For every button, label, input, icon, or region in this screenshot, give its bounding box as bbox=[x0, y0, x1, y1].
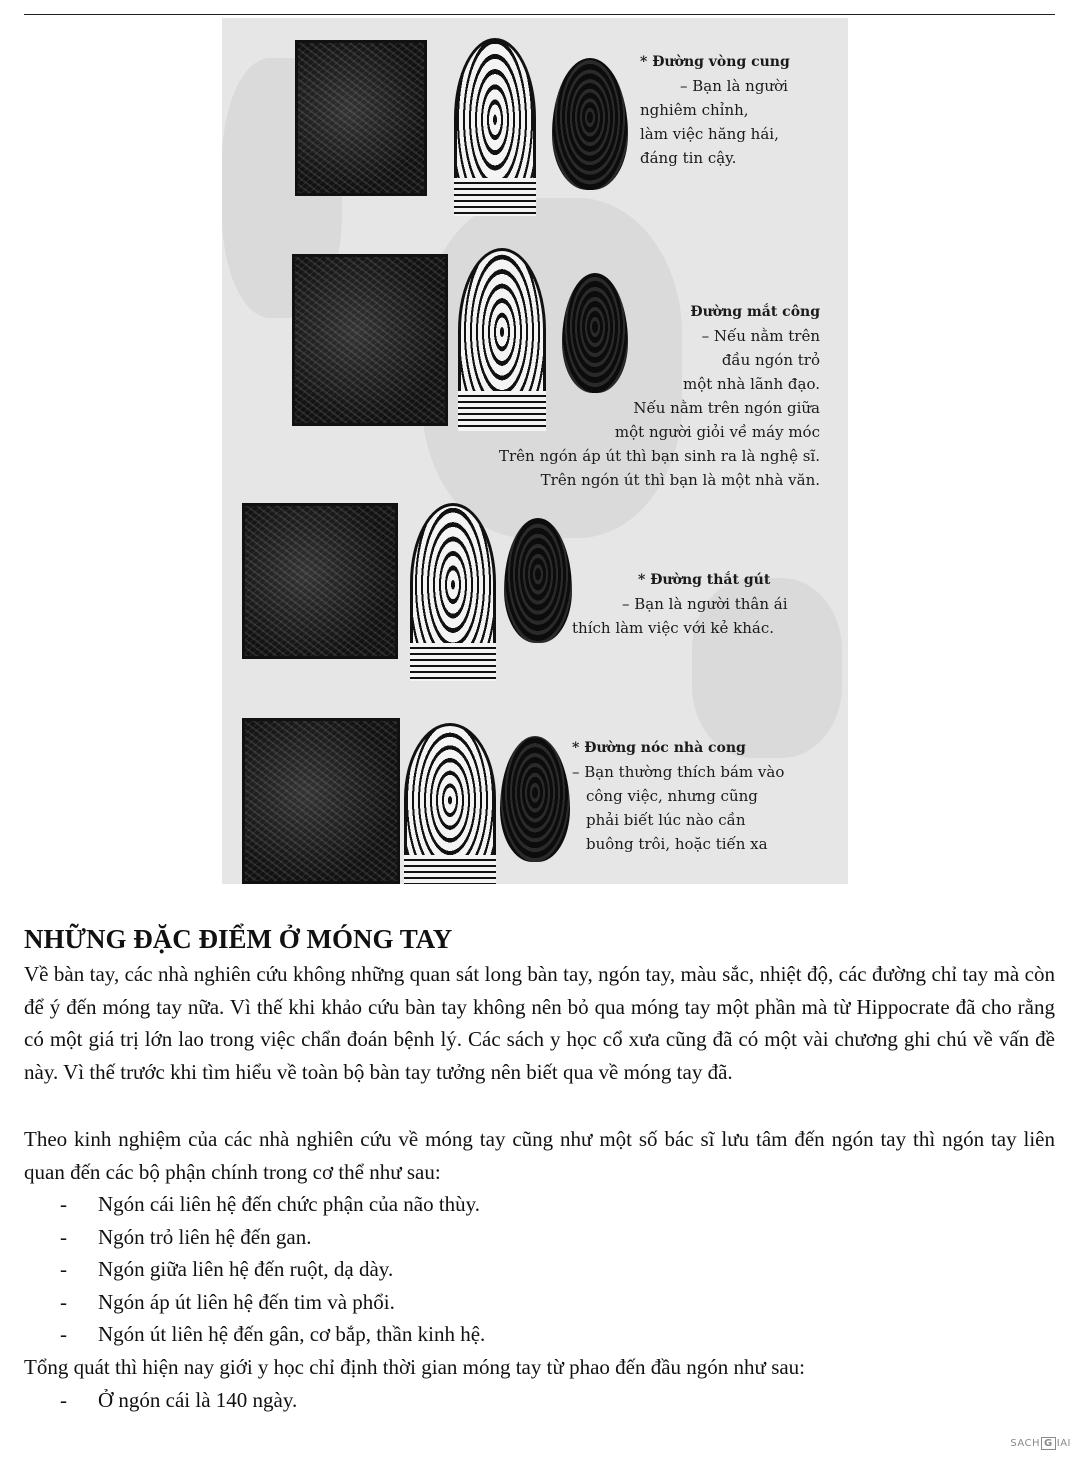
caption-curved-roof-line: phải biết lúc nào cần bbox=[586, 811, 746, 829]
caption-curved-roof-title: * Đường nóc nhà cong bbox=[572, 740, 746, 756]
curved-roof-finger-drawing bbox=[404, 723, 496, 884]
arch-finger-drawing bbox=[454, 38, 536, 216]
list-item bbox=[24, 1188, 485, 1221]
caption-arch-title: * Đường vòng cung bbox=[640, 54, 790, 70]
curved-roof-ink-print bbox=[500, 736, 570, 862]
finger-organ-list bbox=[24, 1188, 485, 1351]
list-bullet: - bbox=[60, 1192, 67, 1216]
list-item bbox=[24, 1384, 297, 1417]
caption-loop-title: * Đường thắt gút bbox=[638, 572, 771, 588]
caption-peacock-eye-line: đầu ngón trỏ bbox=[721, 351, 820, 369]
caption-curved-roof-line: buông trôi, hoặc tiến xa bbox=[586, 835, 768, 853]
caption-peacock-eye-line: Trên ngón út thì bạn là một nhà văn. bbox=[540, 471, 820, 489]
caption-arch bbox=[640, 50, 790, 170]
site-watermark bbox=[1010, 1437, 1071, 1450]
caption-loop-line: thích làm việc với kẻ khác. bbox=[572, 619, 775, 637]
caption-peacock-eye-line: Nếu nằm trên ngón giữa bbox=[633, 399, 820, 417]
loop-print-square bbox=[242, 503, 398, 659]
caption-curved-roof-line: – Bạn thường thích bám vào bbox=[572, 763, 785, 781]
caption-curved-roof-line: công việc, nhưng cũng bbox=[586, 787, 758, 805]
caption-arch-line: nghiêm chỉnh, bbox=[640, 101, 749, 119]
arch-print-square bbox=[295, 40, 427, 196]
list-item bbox=[24, 1221, 485, 1254]
top-rule bbox=[24, 14, 1055, 15]
fingerprint-figure bbox=[222, 18, 848, 884]
caption-peacock-eye-line: một nhà lãnh đạo. bbox=[683, 375, 820, 393]
list-item-text: Ngón cái liên hệ đến chức phận của não thùy. bbox=[98, 1192, 481, 1216]
section-title: NHỮNG ĐẶC ĐIỂM Ở MÓNG TAY bbox=[24, 924, 453, 954]
loop-finger-drawing bbox=[410, 503, 496, 681]
caption-peacock-eye-line: một người giỏi về máy móc bbox=[614, 423, 820, 441]
nail-growth-list bbox=[24, 1384, 297, 1417]
list-bullet: - bbox=[60, 1289, 67, 1314]
watermark-text: SACH bbox=[1010, 1438, 1041, 1449]
caption-curved-roof bbox=[572, 736, 784, 856]
caption-loop-line: – Bạn là người thân ái bbox=[622, 595, 788, 613]
paragraph-intro: Về bàn tay, các nhà nghiên cứu không những quan sát long bàn tay, ngón tay, màu sắc, nhiệt độ, các đường chỉ tay mà còn để ý đến móng tay nữa. Vì thế khi khảo cứu bàn tay không nên bỏ qua móng tay một phần mà từ Hippocrate đã cho rằng có một giá trị lớn lao trong việc chẩn đoán bệnh lý. Các sách y học cổ xưa cũng đã có một vài chương ghi chú về vấn đề này. Vì thế trước khi tìm hiểu về toàn bộ bàn tay tưởng nên biết qua về móng tay đã. bbox=[24, 962, 1055, 1084]
caption-peacock-eye-line: Trên ngón áp út thì bạn sinh ra là nghệ sĩ. bbox=[498, 447, 820, 465]
list-item-text: Ngón út liên hệ đến gân, cơ bắp, thần kinh hệ. bbox=[98, 1322, 486, 1346]
list-item bbox=[24, 1286, 485, 1319]
caption-arch-line: làm việc hăng hái, bbox=[640, 125, 779, 143]
list-item bbox=[24, 1253, 485, 1286]
paragraph-experience: Theo kinh nghiệm của các nhà nghiên cứu về móng tay cũng như một số bác sĩ lưu tâm đến ngón tay thì ngón tay liên quan đến các bộ phận chính trong cơ thể như sau: bbox=[24, 1127, 1055, 1184]
curved-roof-print-square bbox=[242, 718, 400, 884]
list-item-text: Ngón giữa liên hệ đến ruột, dạ dày. bbox=[98, 1257, 394, 1281]
arch-ink-print bbox=[552, 58, 628, 190]
caption-arch-line: – Bạn là người bbox=[680, 77, 788, 95]
list-item-text: Ngón trỏ liên hệ đến gan. bbox=[98, 1224, 312, 1249]
caption-peacock-eye-title: Đường mắt công bbox=[690, 304, 820, 320]
paragraph-summary: Tổng quát thì hiện nay giới y học chỉ định thời gian móng tay từ phao đến đầu ngón như sau: bbox=[24, 1355, 806, 1379]
list-item-text: Ở ngón cái là 140 ngày. bbox=[98, 1388, 298, 1412]
caption-arch-line: đáng tin cậy. bbox=[640, 149, 737, 167]
caption-peacock-eye bbox=[422, 300, 820, 492]
list-bullet: - bbox=[60, 1224, 67, 1249]
watermark-logo-letter: G bbox=[1041, 1437, 1056, 1450]
caption-peacock-eye-line: – Nếu nằm trên bbox=[701, 327, 820, 345]
list-bullet: - bbox=[60, 1257, 67, 1281]
list-item-text: Ngón áp út liên hệ đến tim và phổi. bbox=[98, 1289, 395, 1314]
list-bullet: - bbox=[60, 1388, 67, 1412]
caption-loop bbox=[572, 568, 788, 640]
watermark-text: IAI bbox=[1056, 1438, 1071, 1449]
list-bullet: - bbox=[60, 1322, 67, 1346]
list-item bbox=[24, 1318, 485, 1351]
